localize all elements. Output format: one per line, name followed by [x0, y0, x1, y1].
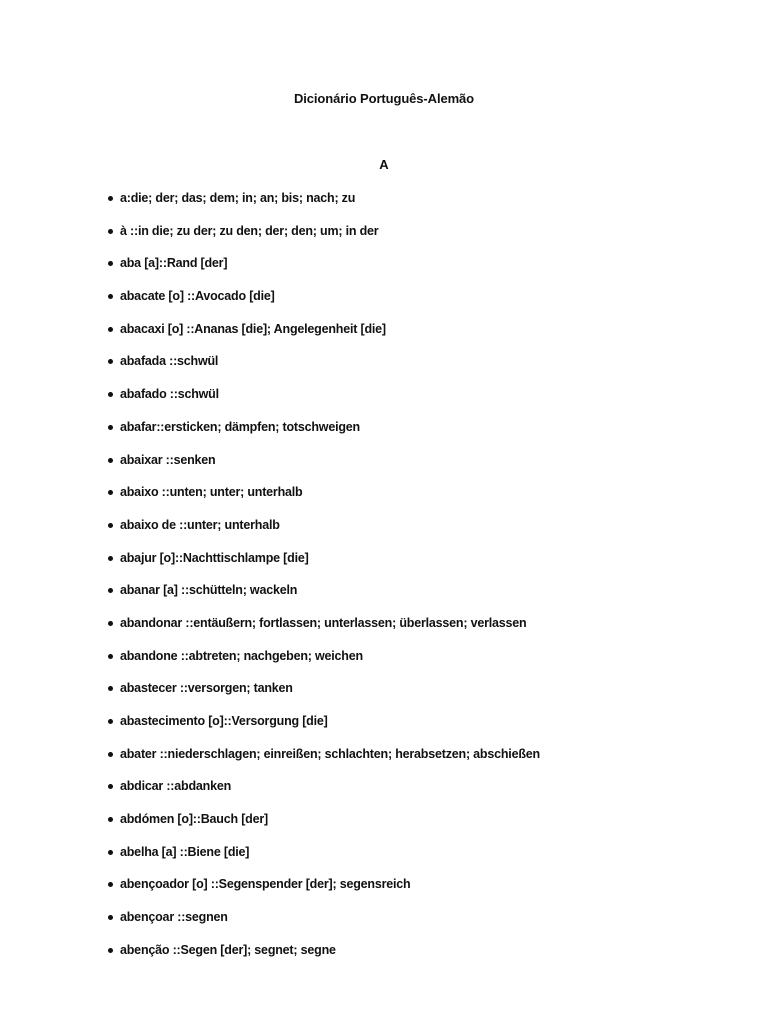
bullet-icon — [108, 490, 113, 495]
bullet-icon — [108, 261, 113, 266]
entry-text: abanar [a] ::schütteln; wackeln — [120, 583, 298, 598]
dictionary-entry — [108, 386, 728, 419]
dictionary-entry — [108, 550, 728, 583]
bullet-icon — [108, 425, 113, 430]
dictionary-entry — [108, 353, 728, 386]
dictionary-entry — [108, 615, 728, 648]
section-letter-heading: A — [379, 157, 389, 172]
bullet-icon — [108, 359, 113, 364]
bullet-icon — [108, 229, 113, 234]
bullet-icon — [108, 392, 113, 397]
entry-text: abandonar ::entäußern; fortlassen; unterlassen; überlassen; verlassen — [120, 615, 527, 630]
entry-text: abaixo ::unten; unter; unterhalb — [120, 485, 303, 500]
entry-text: abenção ::Segen [der]; segnet; segne — [120, 942, 336, 957]
entry-text: abelha [a] ::Biene [die] — [120, 844, 250, 859]
dictionary-entry — [108, 255, 728, 288]
entry-text: abençoar ::segnen — [120, 910, 228, 925]
entry-text: abafada ::schwül — [120, 354, 219, 369]
bullet-icon — [108, 556, 113, 561]
dictionary-entry — [108, 484, 728, 517]
dictionary-entry — [108, 190, 728, 223]
dictionary-entry — [108, 713, 728, 746]
bullet-icon — [108, 752, 113, 757]
entry-text: abdómen [o]::Bauch [der] — [120, 812, 268, 827]
entry-text: abacate [o] ::Avocado [die] — [120, 289, 275, 304]
entry-text: abastecimento [o]::Versorgung [die] — [120, 714, 328, 728]
entry-text: abastecer ::versorgen; tanken — [120, 681, 293, 696]
entry-text: à ::in die; zu der; zu den; der; den; um; in der — [120, 223, 379, 238]
bullet-icon — [108, 850, 113, 855]
dictionary-entry — [108, 648, 728, 681]
bullet-icon — [108, 686, 113, 691]
bullet-icon — [108, 458, 113, 463]
bullet-icon — [108, 294, 113, 299]
dictionary-entry — [108, 419, 728, 452]
entry-text: aba [a]::Rand [der] — [120, 256, 228, 271]
document-title: Dicionário Português-Alemão — [293, 91, 475, 106]
bullet-icon — [108, 327, 113, 332]
entry-text: a:die; der; das; dem; in; an; bis; nach; zu — [120, 191, 356, 205]
entry-text: abaixar ::senken — [120, 452, 216, 467]
dictionary-entry — [108, 223, 728, 256]
entry-text: abater ::niederschlagen; einreißen; schlachten; herabsetzen; abschießen — [120, 746, 540, 761]
dictionary-entry — [108, 680, 728, 713]
entry-text: abacaxi [o] ::Ananas [die]; Angelegenheit [die] — [120, 321, 386, 336]
bullet-icon — [108, 915, 113, 920]
dictionary-entry-list — [108, 190, 728, 975]
entry-text: abençoador [o] ::Segenspender [der]; segensreich — [120, 877, 411, 892]
bullet-icon — [108, 817, 113, 822]
dictionary-entry — [108, 876, 728, 909]
dictionary-entry — [108, 942, 728, 975]
bullet-icon — [108, 719, 113, 724]
entry-text: abaixo de ::unter; unterhalb — [120, 517, 280, 532]
bullet-icon — [108, 196, 113, 201]
dictionary-entry — [108, 909, 728, 942]
bullet-icon — [108, 784, 113, 789]
bullet-icon — [108, 588, 113, 593]
entry-text: abafado ::schwül — [120, 387, 219, 402]
dictionary-entry — [108, 778, 728, 811]
bullet-icon — [108, 948, 113, 953]
dictionary-entry — [108, 517, 728, 550]
dictionary-entry — [108, 288, 728, 321]
dictionary-entry — [108, 582, 728, 615]
bullet-icon — [108, 523, 113, 528]
entry-text: abandone ::abtreten; nachgeben; weichen — [120, 648, 363, 663]
dictionary-entry — [108, 452, 728, 485]
bullet-icon — [108, 621, 113, 626]
bullet-icon — [108, 654, 113, 659]
dictionary-entry — [108, 811, 728, 844]
dictionary-entry — [108, 746, 728, 779]
dictionary-entry — [108, 844, 728, 877]
bullet-icon — [108, 882, 113, 887]
entry-text: abajur [o]::Nachttischlampe [die] — [120, 550, 309, 565]
dictionary-entry — [108, 321, 728, 354]
entry-text: abdicar ::abdanken — [120, 779, 232, 794]
entry-text: abafar::ersticken; dämpfen; totschweigen — [120, 419, 360, 434]
